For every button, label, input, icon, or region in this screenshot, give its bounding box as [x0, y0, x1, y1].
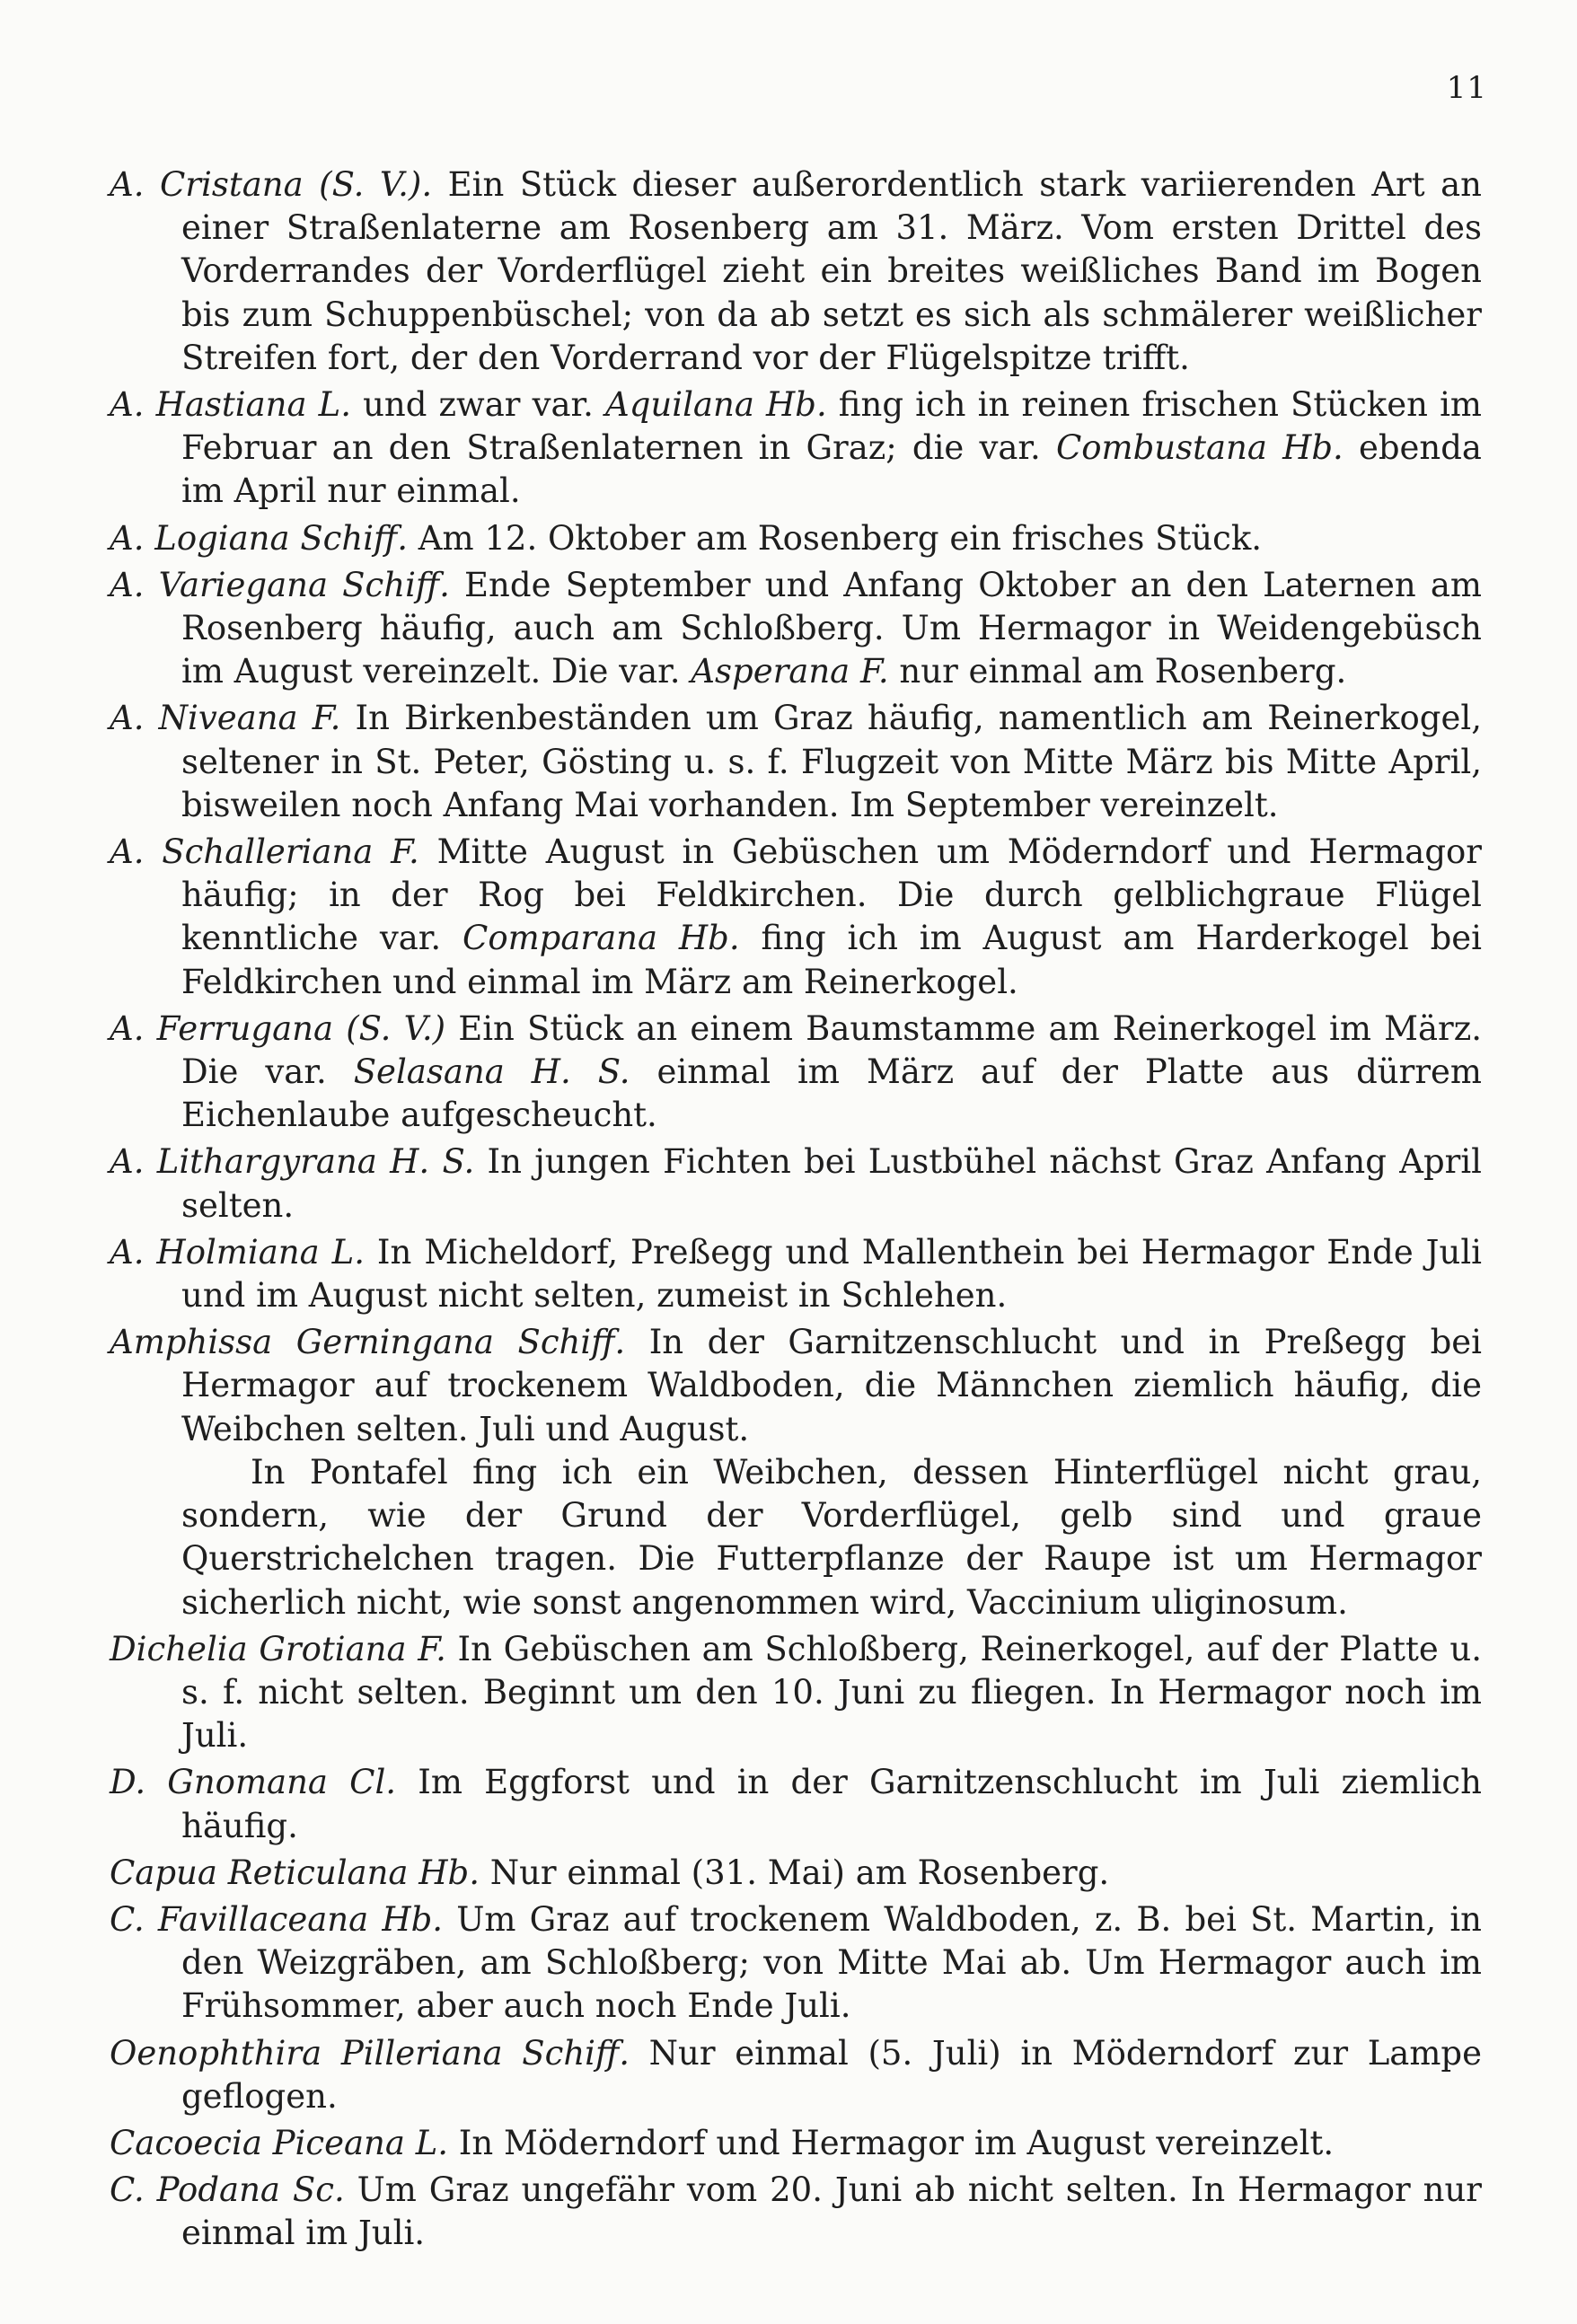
entry-text: Nur einmal (5. Juli) in Möderndorf zur Lampe geflogen. — [181, 2033, 1482, 2116]
species-name: A. Logiana Schiff. — [110, 518, 409, 558]
species-name: C. Podana Sc. — [110, 2170, 345, 2210]
species-name: Cacoecia Piceana L. — [110, 2123, 449, 2162]
entry-text: Um Graz ungefähr vom 20. Juni ab nicht selten. In Hermagor nur einmal im Juli. — [181, 2170, 1482, 2253]
species-entry — [110, 1140, 1482, 1227]
species-entry — [110, 1761, 1482, 1847]
species-name: Oenophthira Pilleriana Schiff. — [110, 2033, 630, 2073]
species-entry — [110, 831, 1482, 1004]
species-name: C. Favillaceana Hb. — [110, 1899, 444, 1939]
species-entry — [110, 163, 1482, 380]
entry-paragraph: In Pontafel fing ich ein Weibchen, dessen Hinterflügel nicht grau, sondern, wie der Grund der Vorderflügel, gelb sind und graue Querstrichelchen tragen. Die Futterpflanze der Raupe ist um Hermagor sicherlich nicht, wie sonst angenommen wird, Vaccinium uliginosum. — [181, 1452, 1482, 1622]
entry-text: nur einmal am Rosenberg. — [888, 652, 1347, 691]
species-entry — [110, 1852, 1482, 1895]
entry-text: In jungen Fichten bei Lustbühel nächst Graz Anfang April selten. — [181, 1142, 1482, 1225]
variety-name: Comparana Hb. — [463, 919, 740, 958]
species-name: A. Holmiana L. — [110, 1232, 365, 1272]
entry-text: und zwar var. — [351, 385, 606, 425]
species-entry — [110, 517, 1482, 560]
species-entry — [110, 2169, 1482, 2255]
species-name: A. Schalleriana F. — [110, 832, 419, 872]
entry-text: einmal im März auf der Platte aus dürrem Eichenlaube aufgescheucht. — [181, 1052, 1482, 1135]
species-name: A. Ferrugana (S. V.) — [110, 1008, 446, 1048]
species-name: A. Hastiana L. — [110, 385, 351, 425]
species-entry — [110, 1898, 1482, 2029]
entry-text: In Gebüschen am Schloßberg, Reinerkogel, auf der Platte u. s. f. nicht selten. Beginnt um den 10. Juni zu fliegen. In Hermagor noch im Juli. — [181, 1629, 1482, 1756]
species-name: A. Niveana F. — [110, 699, 341, 738]
variety-name: Aquilana Hb. — [605, 385, 827, 425]
entry-text: In Birkenbeständen um Graz häufig, namentlich am Reinerkogel, seltener in St. Peter, Gösting u. s. f. Flugzeit von Mitte März bis Mitte April, bisweilen noch Anfang Mai vorhanden. Im September vereinzelt. — [181, 699, 1482, 824]
entry-text: ebenda im April nur einmal. — [181, 428, 1482, 511]
entry-text: In Möderndorf und Hermagor im August vereinzelt. — [448, 2123, 1335, 2162]
species-entry — [110, 1231, 1482, 1317]
entry-text: Um Graz auf trockenem Waldboden, z. B. bei St. Martin, in den Weizgräben, am Schloßberg; von Mitte Mai ab. Um Hermagor auch im Frühsommer, aber auch noch Ende Juli. — [181, 1899, 1482, 2026]
entry-text: In der Garnitzenschlucht und in Preßegg bei Hermagor auf trockenem Waldboden, die Männchen ziemlich häufig, die Weibchen selten. Juli und August. — [181, 1323, 1483, 1448]
variety-name: Asperana F. — [691, 652, 889, 691]
species-entry — [110, 383, 1482, 514]
species-name: A. Lithargyrana H. S. — [110, 1142, 475, 1182]
variety-name: Combustana Hb. — [1055, 428, 1344, 468]
species-entry — [110, 1321, 1482, 1624]
species-entry — [110, 1628, 1482, 1758]
page-number: 11 — [1446, 70, 1487, 106]
species-name: Dichelia Grotiana F. — [110, 1629, 446, 1668]
species-name: A. Cristana (S. V.). — [110, 165, 433, 204]
species-name: D. Gnomana Cl. — [110, 1763, 397, 1802]
species-name: Amphissa Gerningana Schiff. — [110, 1323, 626, 1362]
entry-text: Im Eggforst und in der Garnitzenschlucht im Juli ziemlich häufig. — [181, 1763, 1482, 1845]
species-entry — [110, 1008, 1482, 1138]
species-entry — [110, 697, 1482, 827]
species-entry — [110, 564, 1482, 694]
variety-name: Selasana H. S. — [353, 1052, 630, 1092]
entry-text: fing ich in reinen frischen Stücken im Februar an den Straßenlaternen in Graz; die var. — [181, 385, 1482, 468]
species-name: Capua Reticulana Hb. — [110, 1853, 480, 1892]
entry-text: Mitte August in Gebüschen um Möderndorf und Hermagor häufig; in der Rog bei Feldkirchen. Die durch gelblichgraue Flügel kenntliche var. — [181, 832, 1482, 958]
entry-text: Ende September und Anfang Oktober an den Laternen am Rosenberg häufig, auch am Schloßberg. Um Hermagor in Weidengebüsch im August vereinzelt. Die var. — [181, 565, 1482, 691]
entry-text: Am 12. Oktober am Rosenberg ein frisches Stück. — [408, 518, 1263, 558]
entry-text: fing ich im August am Harderkogel bei Feldkirchen und einmal im März am Reinerkogel. — [181, 919, 1482, 1001]
species-name: A. Variegana Schiff. — [110, 565, 450, 604]
entry-text: Ein Stück an einem Baumstamme am Reinerkogel im März. Die var. — [181, 1008, 1482, 1092]
species-entry — [110, 2032, 1482, 2118]
entry-text: Nur einmal (31. Mai) am Rosenberg. — [479, 1853, 1110, 1892]
document-body — [110, 163, 1482, 2259]
species-entry — [110, 2122, 1482, 2165]
entry-text: In Micheldorf, Preßegg und Mallenthein bei Hermagor Ende Juli und im August nicht selten, zumeist in Schlehen. — [181, 1232, 1482, 1316]
entry-text: Ein Stück dieser außerordentlich stark variierenden Art an einer Straßenlaterne am Rosenberg am 31. März. Vom ersten Drittel des Vorderrandes der Vorderflügel zieht ein breites weißliches Band im Bogen bis zum Schuppenbüschel; von da ab setzt es sich als schmälerer weißlicher Streifen fort, der den Vorderrand vor der Flügelspitze trifft. — [181, 165, 1483, 377]
